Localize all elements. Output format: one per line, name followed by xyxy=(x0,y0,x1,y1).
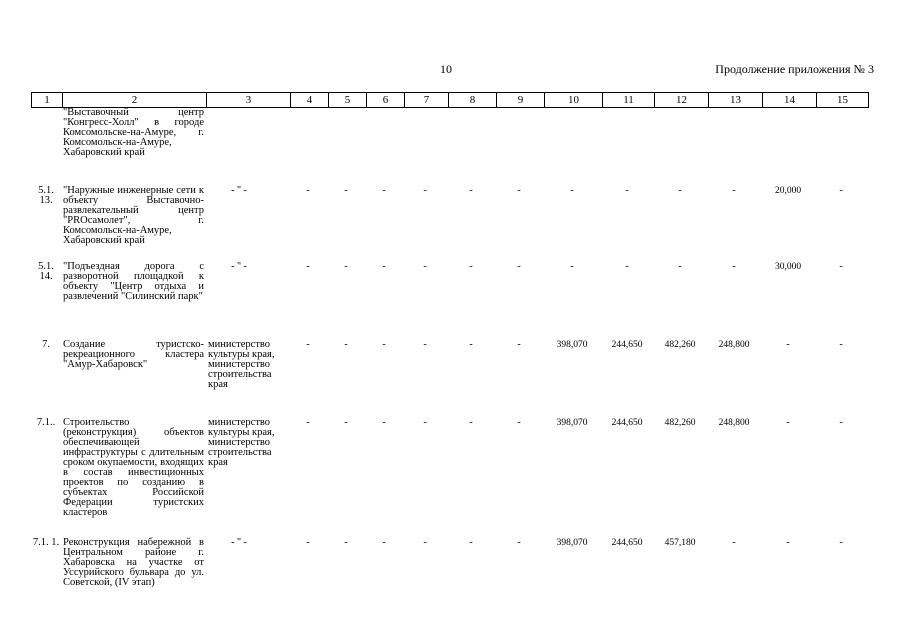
col-header-5: 5 xyxy=(328,93,366,107)
col-header-3: 3 xyxy=(206,93,290,107)
row-cell: - xyxy=(423,261,427,272)
row-cell: 457,180 xyxy=(664,538,696,548)
col-header-11: 11 xyxy=(602,93,654,107)
col-header-2: 2 xyxy=(62,93,206,107)
row-cell: 398,070 xyxy=(556,340,588,350)
row-number: 7. xyxy=(42,339,50,350)
row-cell: 248,800 xyxy=(718,418,750,428)
row-cell: - xyxy=(469,537,473,548)
row-cell: 398,070 xyxy=(556,538,588,548)
row-cell: - xyxy=(306,339,310,350)
row-name: "Выставочный центр "Конгресс-Холл" в городе Комсомольске-на-Амуре, г. Комсомольск-на-Амуре, Хабаровский край xyxy=(63,107,204,158)
row-number: 5.1. 13. xyxy=(38,185,54,206)
row-name: Строительство (реконструкция) объектов обеспечивающей инфраструктуры с длительным сроком окупаемости, входящих в состав инвестиционных проектов по созданию в субъектах Российской Федерации туристских кластеров xyxy=(63,417,204,518)
col-header-8: 8 xyxy=(448,93,496,107)
row-cell: - xyxy=(839,417,843,428)
row-cell: - xyxy=(839,261,843,272)
row-cell: 482,260 xyxy=(664,340,696,350)
row-cell: 482,260 xyxy=(664,418,696,428)
col-header-12: 12 xyxy=(654,93,708,107)
col-header-14: 14 xyxy=(762,93,816,107)
row-name: Создание туристско-рекреационного кластера "Амур-Хабаровск" xyxy=(63,339,204,370)
row-cell: - xyxy=(344,261,348,272)
row-cell: - xyxy=(839,185,843,196)
row-cell: - xyxy=(382,185,386,196)
row-executor: министерство культуры края, министерство строительства края xyxy=(208,339,275,390)
page-number: 10 xyxy=(440,62,452,76)
row-cell: - xyxy=(469,261,473,272)
col-header-1: 1 xyxy=(44,94,50,106)
row-cell: - xyxy=(570,185,574,196)
row-cell: - xyxy=(423,537,427,548)
row-cell: - xyxy=(839,339,843,350)
row-cell: - xyxy=(382,417,386,428)
row-cell: - xyxy=(678,261,682,272)
row-cell: - xyxy=(382,339,386,350)
row-cell: 30,000 xyxy=(774,262,802,272)
row-cell: - xyxy=(732,185,736,196)
row-number: 7.1.. xyxy=(36,417,56,428)
row-cell: 398,070 xyxy=(556,418,588,428)
row-cell: - xyxy=(517,339,521,350)
row-cell: - xyxy=(306,261,310,272)
row-executor: - " - xyxy=(231,185,247,196)
row-cell: - xyxy=(306,537,310,548)
row-cell: - xyxy=(423,417,427,428)
row-number: 5.1. 14. xyxy=(38,261,54,282)
row-cell: - xyxy=(423,339,427,350)
row-cell: - xyxy=(306,417,310,428)
col-header-15: 15 xyxy=(816,93,868,107)
row-number: 7.1. 1. xyxy=(32,537,60,548)
col-header-13: 13 xyxy=(708,93,762,107)
row-name: "Подъездная дорога с разворотной площадкой к объекту "Центр отдыха и развлечений "Силинский парк" xyxy=(63,261,204,302)
row-cell: - xyxy=(786,339,790,350)
row-cell: - xyxy=(517,185,521,196)
row-cell: - xyxy=(517,417,521,428)
row-cell: - xyxy=(306,185,310,196)
row-cell: - xyxy=(517,261,521,272)
row-cell: - xyxy=(469,339,473,350)
row-cell: 244,650 xyxy=(611,538,643,548)
data-table xyxy=(31,92,869,632)
row-cell: - xyxy=(382,537,386,548)
row-name: Реконструкция набережной в Центральном районе г. Хабаровска на участке от Уссурийского бульвара до ул. Советской, (IV этап) xyxy=(63,537,204,588)
row-cell: - xyxy=(786,537,790,548)
row-cell: 20,000 xyxy=(774,186,802,196)
row-cell: - xyxy=(732,261,736,272)
row-cell: 248,800 xyxy=(718,340,750,350)
col-header-9: 9 xyxy=(496,93,544,107)
row-name: "Наружные инженерные сети к объекту Выставочно-развлекательный центр "PROсамолет", г. Комсомольск-на-Амуре, Хабаровский край xyxy=(63,185,204,246)
row-cell: - xyxy=(382,261,386,272)
row-executor: - " - xyxy=(231,261,247,272)
row-executor: - " - xyxy=(231,537,247,548)
row-cell: - xyxy=(423,185,427,196)
col-header-10: 10 xyxy=(544,93,602,107)
row-executor: министерство культуры края, министерство строительства края xyxy=(208,417,275,468)
row-cell: - xyxy=(732,537,736,548)
row-cell: - xyxy=(678,185,682,196)
row-cell: 244,650 xyxy=(611,340,643,350)
row-cell: - xyxy=(786,417,790,428)
row-cell: - xyxy=(839,537,843,548)
col-header-7: 7 xyxy=(404,93,448,107)
row-cell: - xyxy=(469,417,473,428)
row-cell: - xyxy=(570,261,574,272)
row-cell: - xyxy=(344,537,348,548)
row-cell: - xyxy=(344,339,348,350)
row-cell: - xyxy=(344,417,348,428)
row-cell: - xyxy=(625,261,629,272)
row-cell: - xyxy=(469,185,473,196)
table-header-row xyxy=(31,92,869,108)
row-cell: - xyxy=(625,185,629,196)
col-header-6: 6 xyxy=(366,93,404,107)
col-header-4: 4 xyxy=(290,93,328,107)
row-cell: - xyxy=(517,537,521,548)
row-cell: 244,650 xyxy=(611,418,643,428)
row-cell: - xyxy=(344,185,348,196)
appendix-note: Продолжение приложения № 3 xyxy=(715,62,874,76)
